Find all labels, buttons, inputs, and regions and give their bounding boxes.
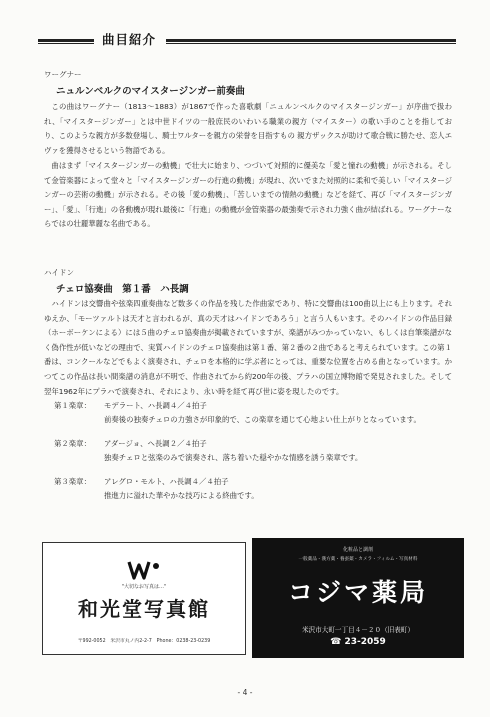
- composer-name: ハイドン: [44, 268, 74, 277]
- paragraph: この曲はワーグナー（1813～1883）が1867で作った喜歌劇「ニュルンベルクのマイスタージンガー」が序曲で扱われ、「マイスタージンガー」とは中世ドイツの一般庶民のいわいる職業の親方（マイスター）の歌い手のことを指しており、このような親方が多数登場し、騎士ワルターを親方の栄誉を目指すもの 親方ザックスが助けて歌合戦に勝たせ、恋人エヴァを獲得させるという物語である。: [44, 102, 452, 155]
- movement-label: 第３楽章：: [54, 477, 91, 486]
- photo-studio-ad: [42, 542, 246, 655]
- header-rule-right-thin: [166, 43, 456, 44]
- pharmacy-products: 一般薬品・漢方薬・養蚕薬・カメラ・フィルム・写真材料: [298, 557, 418, 562]
- section-header: [38, 30, 456, 50]
- studio-address: 〒992-0052 米沢市丸ノ内2-2-7 Phone：0238-23-0239: [77, 639, 211, 644]
- pharmacy-tagline: 化粧品と調剤: [342, 547, 373, 553]
- section-title: 曲目紹介: [102, 32, 157, 47]
- movement-name: モデラート、ハ長調４／４拍子: [104, 401, 207, 410]
- work-title: チェロ協奏曲 第１番 ハ長調: [56, 284, 189, 295]
- movement-desc: 前奏後の独奏チェロの力強さが印象的で、この楽章を通じて心地よい仕上がりとなっています。: [104, 415, 421, 424]
- header-rule-left: [38, 39, 94, 42]
- pharmacy-phone: ☎ 23-2059: [330, 637, 386, 647]
- header-rule-right: [166, 39, 456, 42]
- movement-name: アダージョ、ヘ長調２／４拍子: [104, 439, 207, 448]
- studio-name: 和光堂写真館: [78, 597, 210, 621]
- movement-desc: 独奏チェロと弦楽のみで演奏され、落ち着いた穏やかな情感を誘う楽章です。: [104, 453, 363, 462]
- studio-tagline: "大切なお写真は…": [121, 584, 167, 590]
- movement-label: 第２楽章：: [54, 439, 91, 448]
- pharmacy-name: コジマ薬局: [287, 578, 428, 607]
- header-rule-left-thin: [38, 43, 94, 44]
- movement-desc: 推進力に溢れた華やかな技巧による終曲です。: [104, 491, 259, 500]
- studio-logo-icon: [127, 559, 161, 581]
- page-number: - 4 -: [237, 688, 253, 697]
- composer-name: ワーグナー: [44, 70, 82, 79]
- movement-name: アレグロ・モルト、ハ長調４／４拍子: [104, 477, 229, 486]
- pharmacy-address: 米沢市大町一丁目４－２０（旧表町）: [301, 626, 415, 634]
- pharmacy-phone-number: 23-2059: [344, 637, 386, 647]
- movement-label: 第１楽章：: [54, 401, 91, 410]
- work-title: ニュルンベルクのマイスタージンガー前奏曲: [56, 86, 245, 97]
- paragraph: 曲はまず「マイスタージンガーの動機」で壮大に始まり、つづいて対照的に優美な「愛と憧れの動機」が示される。そして金管楽器によって堂々と「マイスタージンガーの行進の動機」が現れ、次いでまた対照的に柔和で美しい「マイスタージンガーの芸術の動機」が示される。その後「愛の動機」、「苦しいまでの情熱の動機」などを経て、再び「マイスタージンガー」、「愛」、「行進」の各動機が現れ最後に「行進」の動機が金管楽器の最強奏で示され力強く曲が結ばれる。ワーグナーならではの壮麗華麗な名曲である。: [44, 161, 452, 229]
- paragraph: ハイドンは交響曲や弦楽四重奏曲など数多くの作品を残した作曲家であり、特に交響曲は100曲以上にも上ります。それゆえか、「モーツァルトは天才と言われるが、真の天才はハイドンであろう」と言う人もいます。そのハイドンの作品目録（ホーボーケンによる）には５曲のチェロ協奏曲が掲載されていますが、楽譜がみつかっていない、もしくは自筆楽譜がなく偽作性が低いなどの理由で、実質ハイドンのチェロ協奏曲は第１番、第２番の２曲であると考えられています。この第１番は、コンクールなどでもよく演奏され、チェロを本格的に学ぶ者にとっては、重要な位置を占める曲となっています。かつてこの作品は長い間楽譜の消息が不明で、作曲されてから約200年の後、プラハの国立博物館で発見されました。そして翌年1962年にプラハで演奏され、それにより、永い時を経て再び世に姿を現したのです。: [44, 299, 452, 396]
- pharmacy-ad: [252, 538, 464, 658]
